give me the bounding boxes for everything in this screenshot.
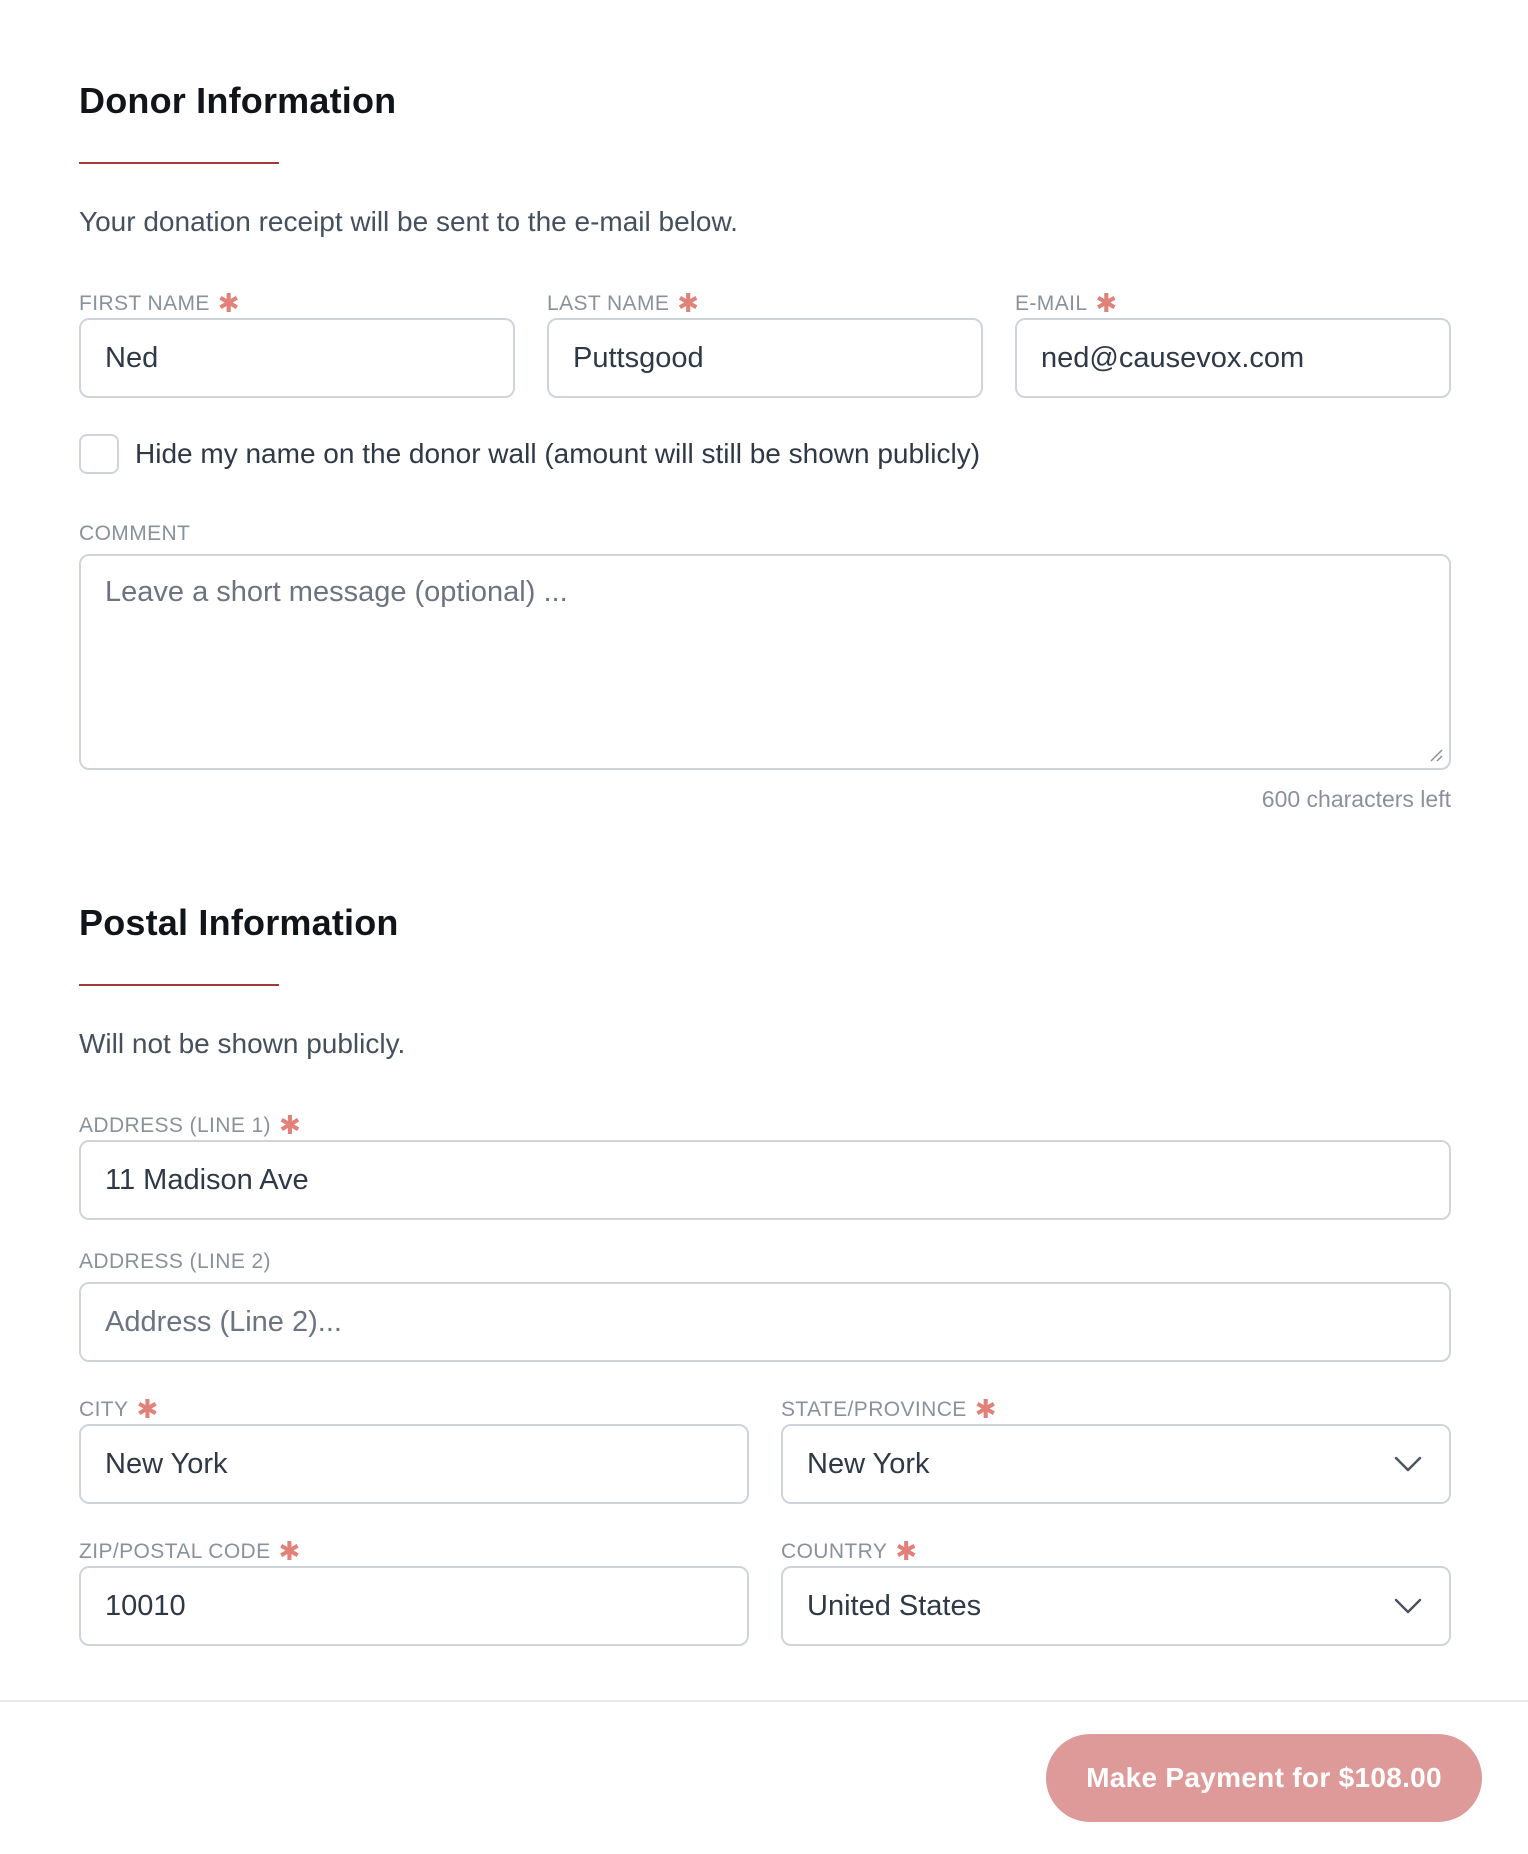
required-icon: ✱ [677,288,700,318]
donor-info-description: Your donation receipt will be sent to the e-mail below. [79,206,738,237]
address1-label: ADDRESS (LINE 1) ✱ [79,1110,302,1140]
address1-input[interactable]: 11 Madison Ave [79,1140,1451,1220]
hide-name-label[interactable]: Hide my name on the donor wall (amount will still be shown publicly) [135,438,981,469]
state-label: STATE/PROVINCE ✱ [781,1394,997,1424]
country-select-value: United States [807,1589,982,1622]
zip-label: ZIP/POSTAL CODE ✱ [79,1536,301,1566]
first-name-input[interactable]: Ned [79,318,515,398]
country-label: COUNTRY ✱ [781,1536,918,1566]
required-icon: ✱ [136,1394,159,1424]
last-name-label: LAST NAME ✱ [547,288,700,318]
email-label: E-MAIL ✱ [1015,288,1118,318]
required-icon: ✱ [895,1536,918,1566]
required-icon: ✱ [278,1110,302,1140]
country-select[interactable] [781,1566,1451,1646]
address2-input[interactable]: Address (Line 2)... [79,1282,1451,1362]
city-label: CITY ✱ [79,1394,159,1424]
state-select[interactable] [781,1424,1451,1504]
comment-label: COMMENT [79,522,191,545]
title-divider [79,984,279,986]
state-select-value: New York [807,1447,930,1480]
comment-char-counter: 600 characters left [1261,786,1451,812]
postal-info-section [79,902,1451,1060]
chevron-down-icon [1393,1596,1423,1616]
first-name-label: FIRST NAME ✱ [79,288,240,318]
title-divider [79,162,279,164]
comment-placeholder: Leave a short message (optional) ... [105,576,568,608]
required-icon: ✱ [278,1536,301,1566]
postal-info-title: Postal Information [79,902,399,943]
required-icon: ✱ [1095,288,1118,318]
resize-grip-icon[interactable] [1427,746,1443,762]
zip-input[interactable]: 10010 [79,1566,749,1646]
address2-label: ADDRESS (LINE 2) [79,1250,271,1273]
donor-info-title: Donor Information [79,80,397,121]
email-input[interactable]: ned@causevox.com [1015,318,1451,398]
footer-divider [0,1700,1528,1702]
postal-info-description: Will not be shown publicly. [79,1028,406,1059]
required-icon: ✱ [217,288,240,318]
hide-name-checkbox[interactable] [79,434,119,474]
required-icon: ✱ [974,1394,997,1424]
last-name-input[interactable]: Puttsgood [547,318,983,398]
chevron-down-icon [1393,1454,1423,1474]
city-input[interactable]: New York [79,1424,749,1504]
comment-textarea[interactable] [79,554,1451,770]
donor-info-section [79,80,1451,238]
make-payment-button[interactable]: Make Payment for $108.00 [1046,1734,1482,1822]
